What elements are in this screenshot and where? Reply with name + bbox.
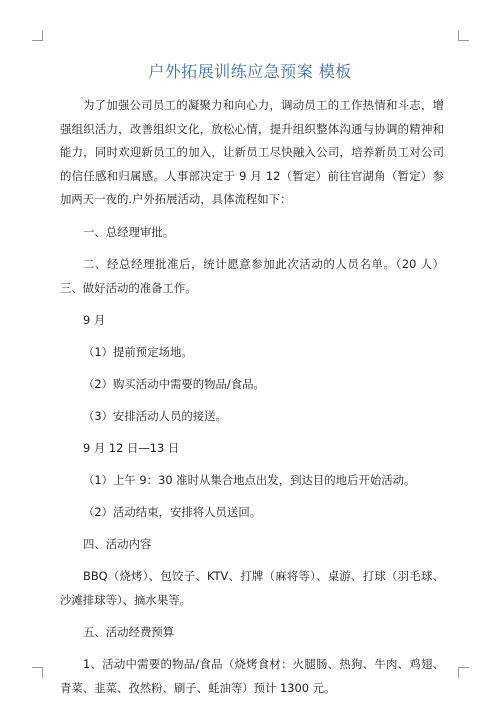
section-budget-heading: 五、活动经费预算 bbox=[83, 624, 175, 639]
schedule-item-departure: （1）上午 9：30 准时从集合地点出发，到达目的地后开始活动。 bbox=[83, 472, 416, 487]
schedule-dates-heading: 9 月 12 日—13 日 bbox=[83, 440, 180, 455]
section-approval: 一、总经理审批。 bbox=[83, 224, 175, 239]
page-corner-mark-top-right bbox=[458, 30, 469, 41]
activities-list: BBQ（烧烤）、包饺子、KTV、打牌（麻将等）、桌游、打球（羽毛球、沙滩排球等）、摘水果等。 bbox=[60, 568, 444, 607]
schedule-month-heading: 9 月 bbox=[83, 312, 106, 327]
prep-item-transport: （3）安排活动人员的接送。 bbox=[83, 408, 227, 423]
page-corner-mark-bottom-right bbox=[458, 667, 469, 678]
document-body bbox=[60, 94, 444, 700]
document-title: 户外拓展训练应急预案 模板 bbox=[148, 62, 352, 81]
section-signup-and-prep: 二、经总经理批准后，统计愿意参加此次活动的人员名单。（20 人）三、做好活动的准备工作。 bbox=[60, 256, 444, 295]
prep-item-purchase: （2）购买活动中需要的物品/食品。 bbox=[83, 376, 265, 391]
intro-paragraph: 为了加强公司员工的凝聚力和向心力，调动员工的工作热情和斗志，增强组织活力，改善组织文化，放松心情，提升组织整体沟通与协调的精神和能力，同时欢迎新员工的加入，让新员工尽快融入公司，培养新员工对公司的信任感和归属感。人事部决定于 9 月 12（暂定）前往官湖角（暂定）参加两天一夜的.户外拓展活动，具体流程如下： bbox=[60, 98, 444, 206]
section-activities-heading: 四、活动内容 bbox=[83, 536, 152, 551]
schedule-item-return: （2）活动结束，安排将人员送回。 bbox=[83, 504, 262, 519]
page-corner-mark-bottom-left bbox=[32, 667, 43, 678]
budget-item-food: 1、活动中需要的物品/食品（烧烤食材：火腿肠、热狗、牛肉、鸡翅、青菜、韭菜、孜然粉、刷子、蚝油等）预计 1300 元。 bbox=[60, 656, 444, 695]
prep-item-venue: （1）提前预定场地。 bbox=[83, 344, 193, 359]
page-corner-mark-top-left bbox=[32, 30, 43, 41]
